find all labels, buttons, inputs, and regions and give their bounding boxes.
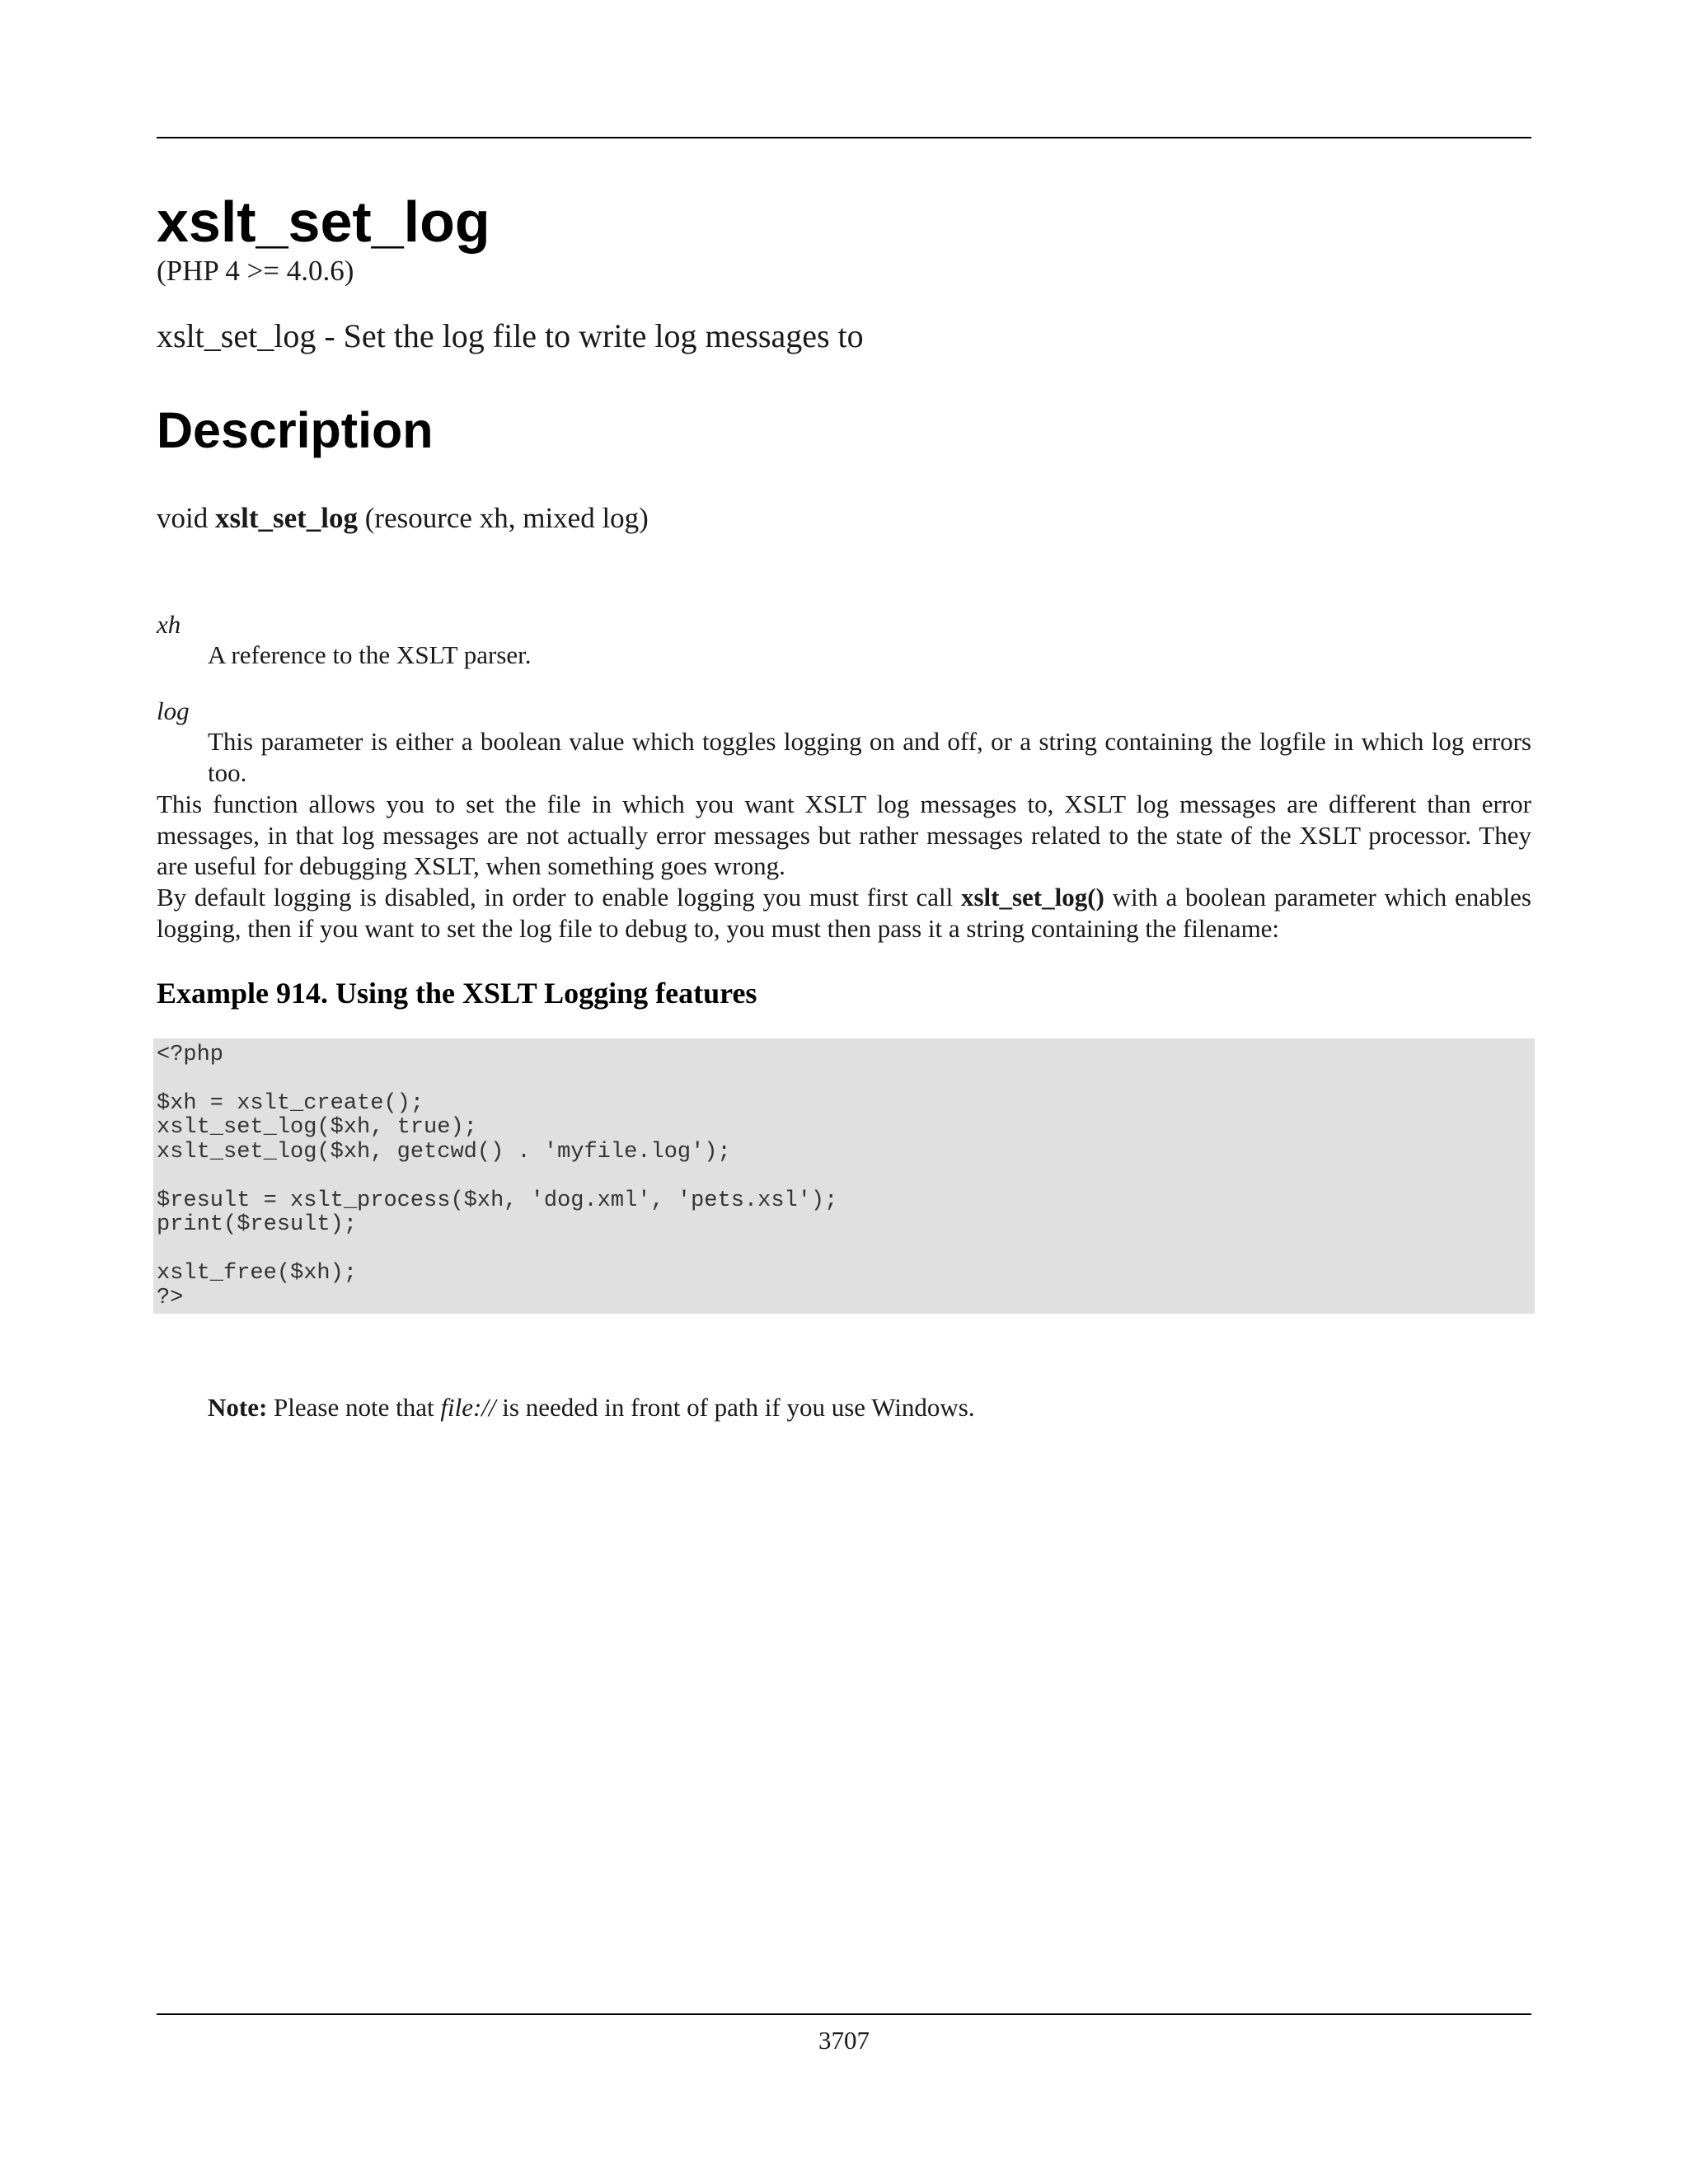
code-line [157,1067,1531,1092]
note-text: Please note that [267,1393,441,1422]
page-number: 3707 [818,2026,870,2055]
page-title: xslt_set_log [157,190,490,254]
code-line: ?> [157,1285,184,1310]
function-reference: xslt_set_log() [960,883,1104,912]
code-line: $xh = xslt_create(); [157,1090,424,1116]
note [208,1393,1531,1422]
function-params: (resource xh, mixed log) [364,502,649,534]
code-line [157,1238,1531,1263]
code-block [153,1038,1535,1315]
description-heading: Description [157,402,434,458]
paragraph-text: By default logging is disabled, in order to enable logging you must first call [157,883,961,912]
parameter-list [157,609,1531,789]
code-line: $result = xslt_process($xh, 'dog.xml', 'pets.xsl'); [157,1188,838,1213]
note-path-prefix: file:// [440,1393,496,1422]
paragraph-intro: This function allows you to set the file in which you want XSLT log messages to, XSLT log messages are different than error messages, in that log messages are not actually error messages but rather messages related to the state of the XSLT processor. They are useful for debugging XSLT, when something goes wrong. [157,789,1531,881]
code-line: xslt_set_log($xh, true); [157,1115,477,1141]
function-synopsis [157,502,1531,535]
paragraph-text: with a boolean parameter which enables logging, then if you want to set the log file to debug to, you must then pass it a string containing the filename: [157,883,1531,944]
page-content [157,137,1531,1422]
code-line [157,1165,1531,1189]
note-text: is needed in front of path if you use Windows. [495,1393,975,1422]
code-line: xslt_free($xh); [157,1261,358,1286]
param-term-log: log [157,696,190,725]
note-label: Note: [208,1393,268,1422]
param-def-xh: A reference to the XSLT parser. [208,640,532,670]
example-title: Example 914. Using the XSLT Logging features [157,976,757,1010]
version-info: (PHP 4 >= 4.0.6) [157,255,354,287]
param-def-log: This parameter is either a boolean value which toggles logging on and off, or a string containing the logfile in which log errors too. [208,727,1531,787]
param-term-xh: xh [157,610,181,639]
return-type: void [157,502,209,534]
paragraph-default-logging [157,882,1531,944]
function-name: xslt_set_log [214,502,359,534]
ref-purpose: xslt_set_log - Set the log file to write log messages to [157,317,864,354]
code-line: print($result); [157,1212,358,1238]
code-line: xslt_set_log($xh, getcwd() . 'myfile.log'); [157,1139,731,1165]
bottom-rule [157,2013,1531,2015]
code-line: <?php [157,1042,224,1067]
